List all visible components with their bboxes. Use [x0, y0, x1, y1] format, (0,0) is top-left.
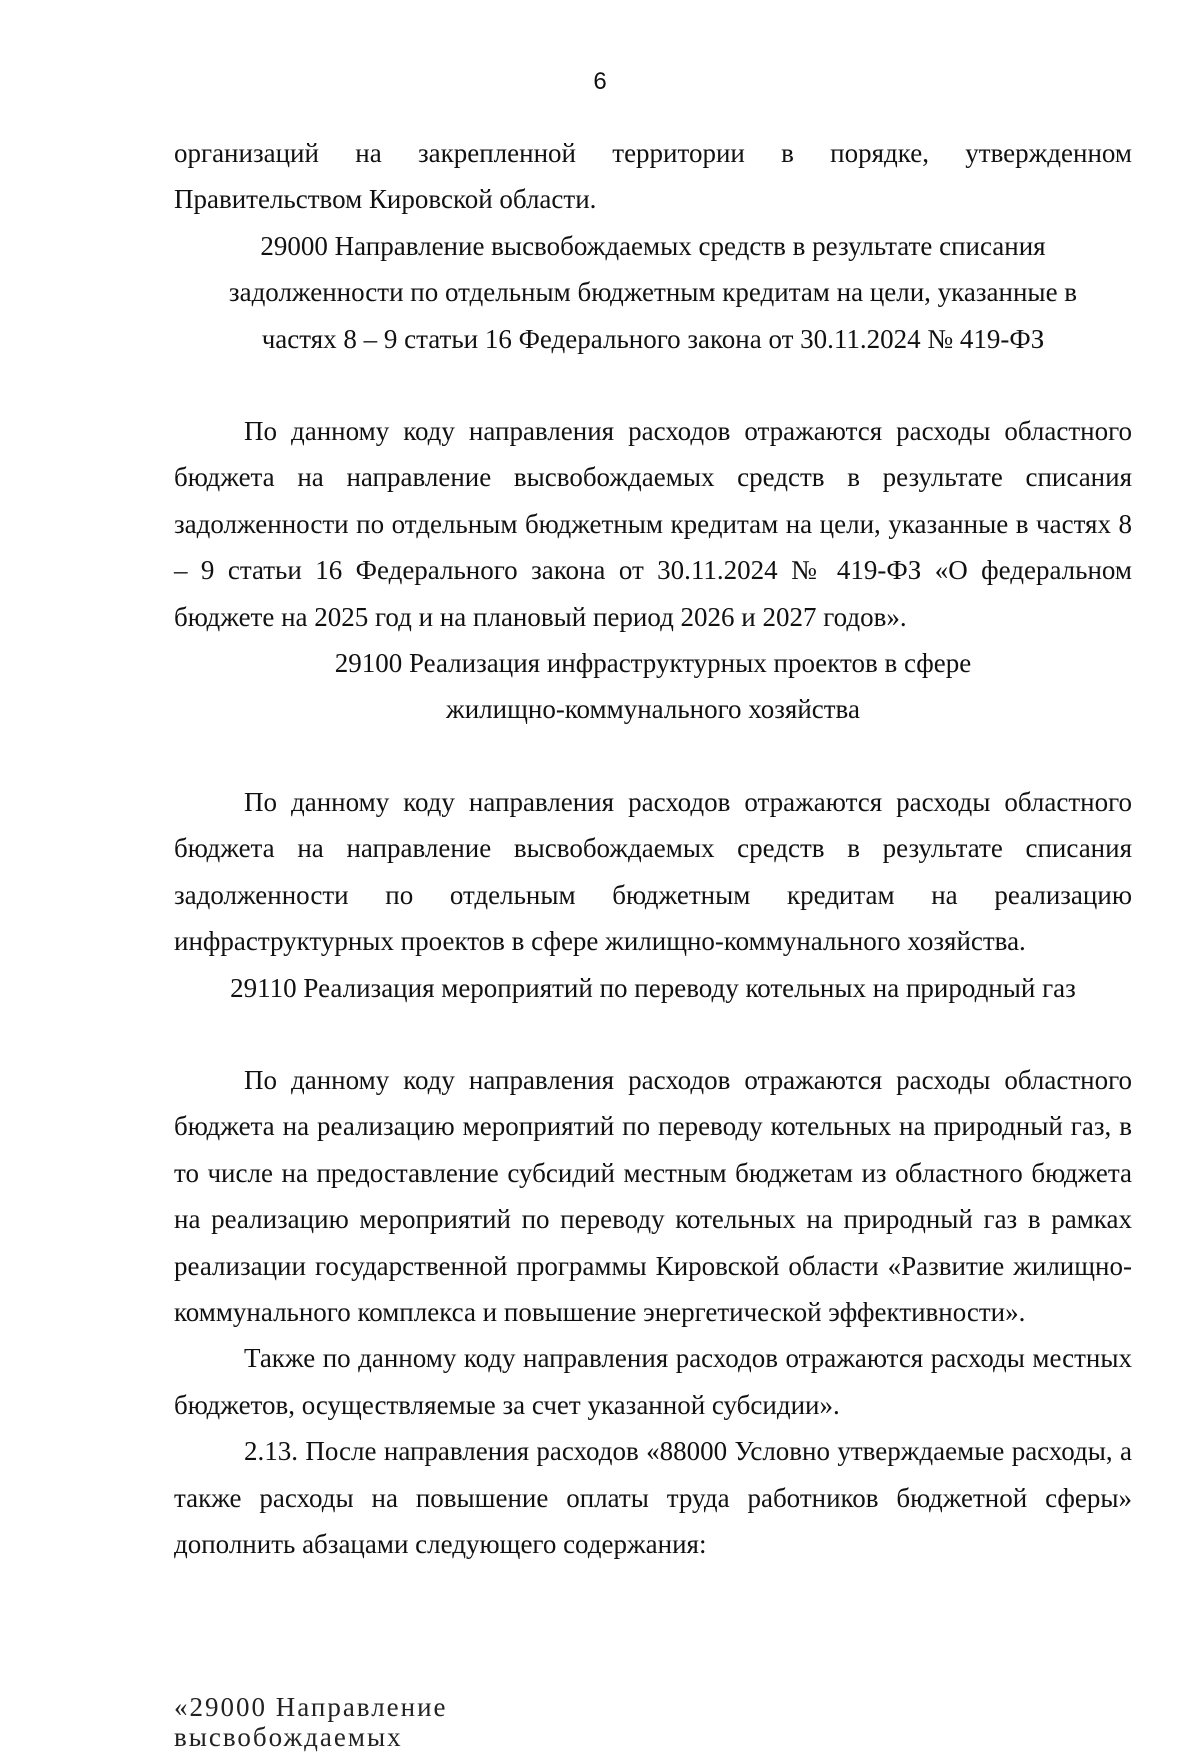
paragraph-29000-description: По данному коду направления расходов отражаются расходы областного бюджета на направление высвобождаемых средств в результате списания задолженности по отдельным бюджетным кредитам на цели, указанные в частях 8 – 9 статьи 16 Федерального закона от 30.11.2024 № 419-ФЗ «О федеральном бюджете на 2025 год и на плановый период 2026 и 2027 годов». — [174, 416, 1132, 632]
paragraph-local-budgets: Также по данному коду направления расходов отражаются расходы местных бюджетов, осуществляемые за счет указанной субсидии». — [174, 1343, 1132, 1420]
paragraph-2-13: 2.13. После направления расходов «88000 Условно утверждаемые расходы, а также расходы на повышение оплаты труда работников бюджетной сферы» дополнить абзацами следующего содержания: — [174, 1436, 1132, 1559]
spacer — [174, 362, 1132, 408]
heading-29100: 29100 Реализация инфраструктурных проектов в сфере жилищно-коммунального хозяйства — [334, 648, 972, 725]
cut-off-text: «29000 Направление высвобождаемых — [174, 1692, 448, 1752]
spacer — [174, 1011, 1132, 1057]
page-number: 6 — [593, 68, 607, 95]
document-body — [174, 130, 1132, 1567]
paragraph-29110-description: По данному коду направления расходов отражаются расходы областного бюджета на реализацию мероприятий по переводу котельных на природный газ, в то числе на предоставление субсидий местным бюджетам из областного бюджета на реализацию мероприятий по переводу котельных на природный газ в рамках реализации государственной программы Кировской области «Развитие жилищно-коммунального комплекса и повышение энергетической эффективности». — [174, 1064, 1132, 1327]
heading-29000: 29000 Направление высвобождаемых средств в результате списания задолженности по отдельным бюджетным кредитам на цели, указанные в частях 8 – 9 статьи 16 Федерального закона от 30.11.2024 № 419-ФЗ — [228, 230, 1078, 354]
paragraph-continuation-line-1: организаций на закрепленной территории в порядке, утвержденном — [174, 138, 1132, 168]
spacer — [174, 733, 1132, 779]
cut-off-next-line — [174, 1692, 494, 1752]
heading-29110: 29110 Реализация мероприятий по переводу котельных на природный газ — [230, 972, 1076, 1003]
paragraph-29100-description: По данному коду направления расходов отражаются расходы областного бюджета на направление высвобождаемых средств в результате списания задолженности по отдельным бюджетным кредитам на реализацию инфраструктурных проектов в сфере жилищно-коммунального хозяйства. — [174, 786, 1132, 957]
paragraph-continuation-line-2: Правительством Кировской области. — [174, 184, 597, 215]
